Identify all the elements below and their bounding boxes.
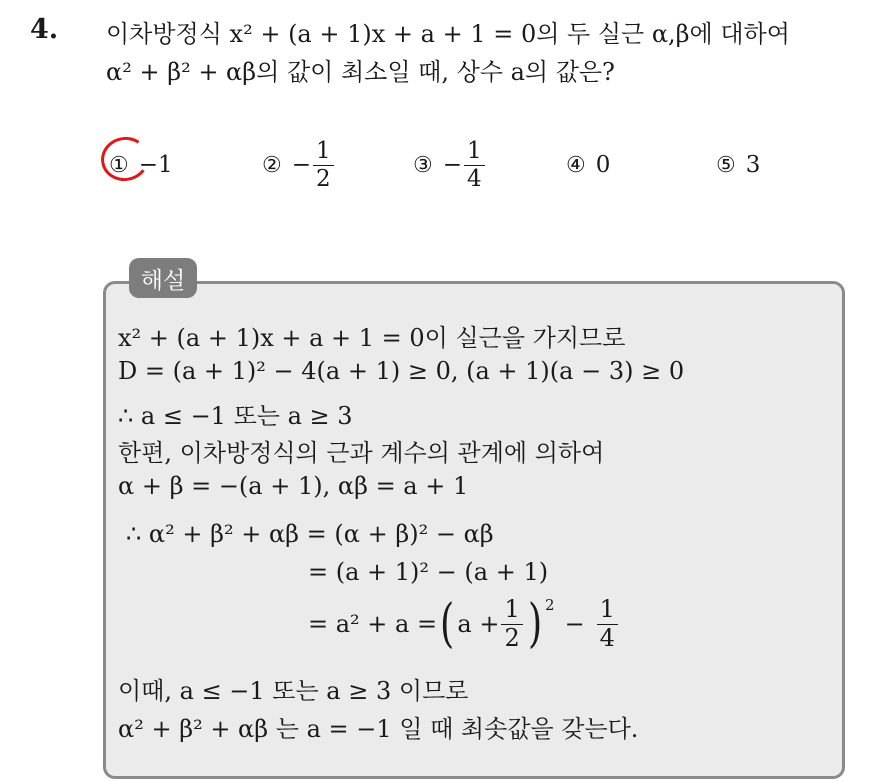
solution-line-2: D = (a + 1)² − 4(a + 1) ≥ 0, (a + 1)(a − 3) ≥ 0 bbox=[118, 357, 685, 385]
fraction-2-numerator: 1 bbox=[599, 594, 615, 623]
equation-3-fraction-1 bbox=[501, 596, 522, 652]
choice-3[interactable] bbox=[413, 135, 487, 195]
fraction-2-denominator: 4 bbox=[597, 624, 618, 653]
choice-2-fraction bbox=[313, 138, 334, 192]
equation-3-prefix: = a² + a = bbox=[308, 610, 438, 638]
choice-2-numerator: 1 bbox=[316, 138, 331, 165]
fraction-1-numerator: 1 bbox=[504, 594, 520, 623]
choice-4-number: ④ bbox=[566, 152, 586, 178]
choice-3-numerator: 1 bbox=[467, 138, 482, 165]
choice-2-denominator: 2 bbox=[313, 165, 334, 192]
solution-line-5: α + β = −(a + 1), αβ = a + 1 bbox=[118, 472, 469, 500]
equation-3-minus: − bbox=[564, 610, 585, 638]
choice-4[interactable] bbox=[566, 135, 610, 195]
right-paren: ) bbox=[527, 594, 542, 654]
solution-line-1: x² + (a + 1)x + a + 1 = 0이 실근을 가지므로 bbox=[118, 324, 626, 352]
solution-equation-1: ∴ α² + β² + αβ = (α + β)² − αβ bbox=[126, 520, 494, 548]
choice-2[interactable] bbox=[262, 135, 336, 195]
choice-1-number: ① bbox=[109, 152, 129, 178]
choice-1[interactable] bbox=[109, 135, 173, 195]
question-text-line-1: 이차방정식 x² + (a + 1)x + a + 1 = 0의 두 실근 α,β에 대하여 bbox=[106, 20, 790, 48]
solution-line-4: 한편, 이차방정식의 근과 계수의 관계에 의하여 bbox=[118, 439, 605, 467]
choice-2-sign: − bbox=[291, 152, 312, 178]
choice-5-value: 3 bbox=[745, 152, 761, 178]
solution-equation-3 bbox=[308, 592, 620, 656]
choice-3-number: ③ bbox=[413, 152, 433, 178]
choice-3-fraction bbox=[464, 138, 485, 192]
solution-label-tag: 해설 bbox=[129, 258, 197, 298]
solution-line-3: ∴ a ≤ −1 또는 a ≥ 3 bbox=[118, 402, 353, 430]
solution-equation-2: = (a + 1)² − (a + 1) bbox=[308, 558, 549, 586]
choice-5[interactable] bbox=[716, 135, 760, 195]
choice-5-number: ⑤ bbox=[716, 152, 736, 178]
equation-3-fraction-2 bbox=[597, 596, 618, 652]
question-text-line-2: α² + β² + αβ의 값이 최소일 때, 상수 a의 값은? bbox=[106, 58, 615, 86]
choice-4-value: 0 bbox=[595, 152, 611, 178]
fraction-1-denominator: 2 bbox=[501, 624, 522, 653]
left-paren: ( bbox=[440, 594, 455, 654]
choice-3-denominator: 4 bbox=[464, 165, 485, 192]
question-number: 4. bbox=[30, 14, 59, 45]
solution-line-7: α² + β² + αβ 는 a = −1 일 때 최솟값을 갖는다. bbox=[118, 715, 639, 743]
choice-1-value: −1 bbox=[138, 152, 173, 178]
equation-3-inner: a + bbox=[457, 610, 500, 638]
solution-line-6: 이때, a ≤ −1 또는 a ≥ 3 이므로 bbox=[118, 677, 469, 705]
choice-2-number: ② bbox=[262, 152, 282, 178]
choice-3-sign: − bbox=[442, 152, 463, 178]
equation-3-exponent: 2 bbox=[545, 596, 555, 614]
